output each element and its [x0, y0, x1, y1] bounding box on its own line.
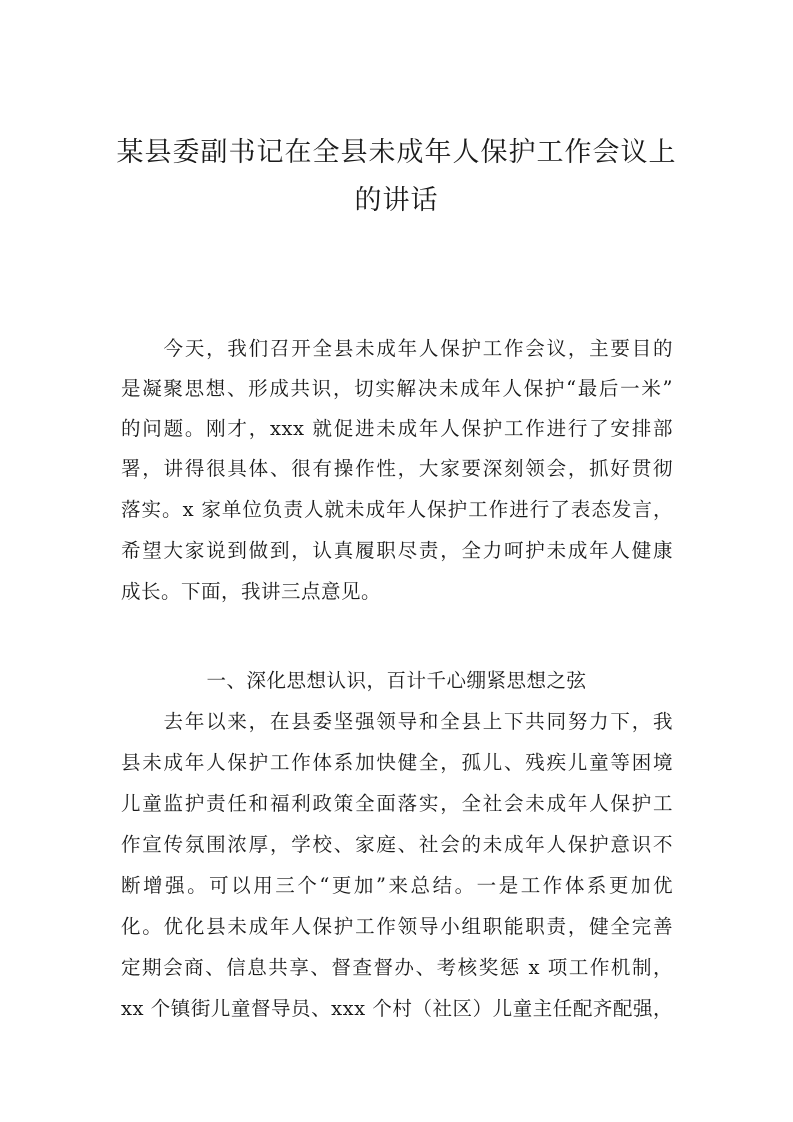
- text-line: 希望大家说到做到，认真履职尽责，全力呵护未成年人健康: [121, 539, 673, 562]
- text-line: 儿童监护责任和福利政策全面落实，全社会未成年人保护工: [121, 792, 673, 815]
- document-title-line-2: 的讲话: [354, 185, 439, 216]
- text-line: 署，讲得很具体、很有操作性，大家要深刻领会，抓好贯彻: [121, 457, 673, 480]
- text-line: 去年以来，在县委坚强领导和全县上下共同努力下，我: [121, 710, 673, 733]
- text-line: 定期会商、信息共享、督查督办、考核奖惩 x 项工作机制，: [121, 956, 673, 979]
- text-line: 县未成年人保护工作体系加快健全，孤儿、残疾儿童等困境: [121, 751, 673, 774]
- text-line: 的问题。刚才，xxx 就促进未成年人保护工作进行了安排部: [121, 417, 673, 440]
- document-title-line-1: 某县委副书记在全县未成年人保护工作会议上: [116, 137, 677, 168]
- text-line: 是凝聚思想、形成共识，切实解决未成年人保护“最后一米”: [121, 377, 673, 400]
- section-heading: 一、深化思想认识，百计千心绷紧思想之弦: [206, 669, 587, 692]
- text-line: xx 个镇街儿童督导员、xxx 个村（社区）儿童主任配齐配强，: [121, 997, 673, 1020]
- text-line: 今天，我们召开全县未成年人保护工作会议，主要目的: [121, 337, 673, 360]
- text-line: 成长。下面，我讲三点意见。: [121, 580, 382, 603]
- text-line: 化。优化县未成年人保护工作领导小组职能职责，健全完善: [121, 915, 673, 938]
- text-line: 作宣传氛围浓厚，学校、家庭、社会的未成年人保护意识不: [121, 833, 673, 856]
- text-line: 断增强。可以用三个“更加”来总结。一是工作体系更加优: [121, 874, 673, 897]
- text-line: 落实。x 家单位负责人就未成年人保护工作进行了表态发言，: [121, 498, 673, 521]
